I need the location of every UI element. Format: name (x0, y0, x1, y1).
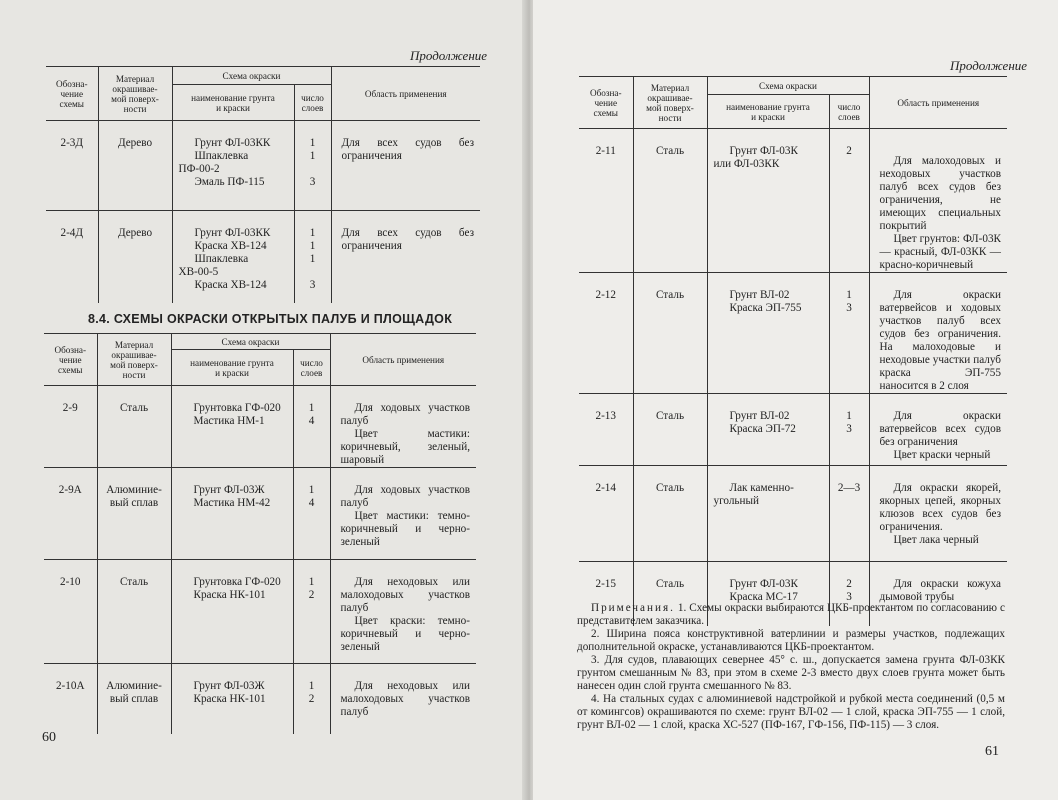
row-counts: 1 3 (829, 273, 869, 394)
row-code: 2-9А (44, 468, 97, 560)
table-row (579, 273, 1007, 394)
table-row (579, 394, 1007, 466)
page-number-left: 60 (42, 730, 56, 745)
row-counts: 1 4 (293, 386, 330, 468)
row-material: Сталь (633, 273, 707, 394)
row-code: 2-11 (579, 129, 633, 273)
continuation-label: Продолжение (950, 58, 1028, 73)
note-1: Примечания. 1. Схемы окраски выбираются ЦКБ-проектантом по согласованию с представителем заказчика. (577, 602, 1005, 627)
row-code: 2-10 (44, 560, 97, 664)
header-count: число слоев (294, 85, 331, 121)
header-material: Материал окрашивае- мой поверх- ности (633, 77, 707, 129)
row-application: Для неходовых или малоходовых участков палуб Цвет краски: темно-коричневый и черно-зеленый (330, 560, 476, 664)
row-application: Для окраски ватервейсов всех судов без ограничения Цвет краски черный (869, 394, 1007, 466)
row-code: 2-4Д (60, 227, 84, 239)
table-row (579, 129, 1007, 273)
row-counts: 1 3 (829, 394, 869, 466)
row-counts: 2 (829, 129, 869, 273)
header-scheme: Схема окраски (172, 67, 331, 85)
header-application: Область применения (869, 77, 1007, 129)
row-code: 2-14 (579, 466, 633, 562)
table-row (44, 468, 476, 560)
row-material: Алюминие- вый сплав (97, 468, 171, 560)
row-material: Дерево (98, 211, 172, 303)
table-row (44, 386, 476, 468)
header-name: наименование грунта и краски (707, 95, 829, 129)
row-application: Для неходовых или малоходовых участков палуб (330, 664, 476, 734)
table-decks (44, 333, 476, 734)
row-paints: Грунтовка ГФ-020 Мастика НМ-1 (171, 386, 293, 468)
header-material: Материал окрашивае- мой поверх- ности (98, 67, 172, 121)
row-paints: Грунт ФЛ-03КК Краска ХВ-124 Шпаклевка ХВ-00-5 Краска ХВ-124 (172, 211, 294, 303)
row-application: Для малоходовых и неходовых участков палуб всех судов без ограничения, не имеющих специальных покрытий Цвет грунтов: ФЛ-03К — красный, ФЛ-03КК — красно-коричневый (869, 129, 1007, 273)
row-counts: 1 1 3 (294, 121, 331, 211)
row-paints: Грунт ФЛ-03К или ФЛ-03КК (707, 129, 829, 273)
notes-label: Примечания. (591, 602, 675, 614)
row-application: Для всех судов без ограничения (331, 211, 480, 303)
row-paints: Грунтовка ГФ-020 Краска НК-101 (171, 560, 293, 664)
row-application: Для всех судов без ограничения (331, 121, 480, 211)
notes-block (577, 602, 1005, 732)
row-application: Для окраски ватервейсов и ходовых участков палуб всех судов без ограничения. На малоходовые и неходовые участки палуб краска ЭП-755 наносится в 2 слоя (869, 273, 1007, 394)
table-row (46, 121, 480, 211)
section-title: 8.4. СХЕМЫ ОКРАСКИ ОТКРЫТЫХ ПАЛУБ И ПЛОЩАДОК (88, 312, 453, 326)
header-count: число слоев (829, 95, 869, 129)
header-material: Материал окрашивае- мой поверх- ности (97, 334, 171, 386)
header-name: наименование грунта и краски (172, 85, 294, 121)
continuation-label: Продолжение (410, 48, 488, 63)
header-scheme: Схема окраски (171, 334, 330, 350)
row-application: Для окраски кожуха дымовой трубы (869, 562, 1007, 626)
header-scheme: Схема окраски (707, 77, 869, 95)
right-page (533, 0, 1058, 800)
row-material: Сталь (633, 129, 707, 273)
row-paints: Грунт ФЛ-03КК Шпаклевка ПФ-00-2 Эмаль ПФ-115 (172, 121, 294, 211)
row-paints: Лак каменно- угольный (707, 466, 829, 562)
page-number-right: 61 (985, 744, 999, 759)
row-application: Для ходовых участков палуб Цвет мастики: коричневый, зеленый, шаровый (330, 386, 476, 468)
header-designation: Обозна- чение схемы (44, 334, 97, 386)
table-top (46, 66, 480, 303)
row-code: 2-13 (579, 394, 633, 466)
table-right (579, 76, 1007, 626)
row-code: 2-15 (595, 578, 616, 590)
row-material: Сталь (633, 466, 707, 562)
row-paints: Грунт ВЛ-02 Краска ЭП-755 (707, 273, 829, 394)
row-code: 2-10А (55, 680, 85, 692)
note-2: 2. Ширина пояса конструктивной ватерлинии и размеры участков, подлежащих дополнительной окраске, устанавливаются ЦКБ-проектантом. (577, 628, 1005, 653)
table-row (44, 664, 476, 734)
row-paints: Грунт ВЛ-02 Краска ЭП-72 (707, 394, 829, 466)
row-material: Сталь (633, 562, 707, 626)
left-page (0, 0, 527, 800)
table-row (46, 211, 480, 303)
row-material: Сталь (97, 560, 171, 664)
row-application: Для ходовых участков палуб Цвет мастики: темно-коричневый и черно-зеленый (330, 468, 476, 560)
row-counts: 1 4 (293, 468, 330, 560)
row-application: Для окраски якорей, якорных цепей, якорных клюзов всех судов без ограничения. Цвет лака черный (869, 466, 1007, 562)
header-count: число слоев (293, 350, 330, 386)
row-counts: 2 3 (829, 562, 869, 626)
note-4: 4. На стальных судах с алюминиевой надстройкой и рубкой места соединений (0,5 м от комингсов) окрашиваются по схеме: грунт ВЛ-02 — 1 слой, краска ЭП-755 — 1 слой, грунт ВЛ-02 — 1 слой, краска ХС-527 (ПФ-167, ГФ-156, ПФ-115) — 3 слоя. (577, 693, 1005, 731)
table-row (44, 560, 476, 664)
row-material: Сталь (633, 394, 707, 466)
row-paints: Грунт ФЛ-03Ж Мастика НМ-42 (171, 468, 293, 560)
row-material: Дерево (98, 121, 172, 211)
note-3: 3. Для судов, плавающих севернее 45° с. ш., допускается замена грунта ФЛ-03КК грунтом смешанным № 83, при этом в схеме 2-3 вместо двух слоев грунта может быть нанесен один слой грунта смешанного № 83. (577, 654, 1005, 692)
row-counts: 1 2 (293, 560, 330, 664)
row-code: 2-9 (44, 386, 97, 468)
table-row (579, 466, 1007, 562)
header-designation: Обозна- чение схемы (579, 77, 633, 129)
header-application: Область применения (330, 334, 476, 386)
row-material: Алюминие- вый сплав (97, 664, 171, 734)
row-code: 2-12 (579, 273, 633, 394)
row-counts: 1 1 1 3 (294, 211, 331, 303)
header-name: наименование грунта и краски (171, 350, 293, 386)
row-paints: Грунт ФЛ-03К Краска МС-17 (707, 562, 829, 626)
row-code: 2-3Д (46, 121, 98, 211)
row-counts: 1 2 (293, 664, 330, 734)
header-application: Область применения (331, 67, 480, 121)
row-paints: Грунт ФЛ-03Ж Краска НК-101 (171, 664, 293, 734)
header-designation: Обозна- чение схемы (46, 67, 98, 121)
row-material: Сталь (97, 386, 171, 468)
row-counts: 2—3 (829, 466, 869, 562)
